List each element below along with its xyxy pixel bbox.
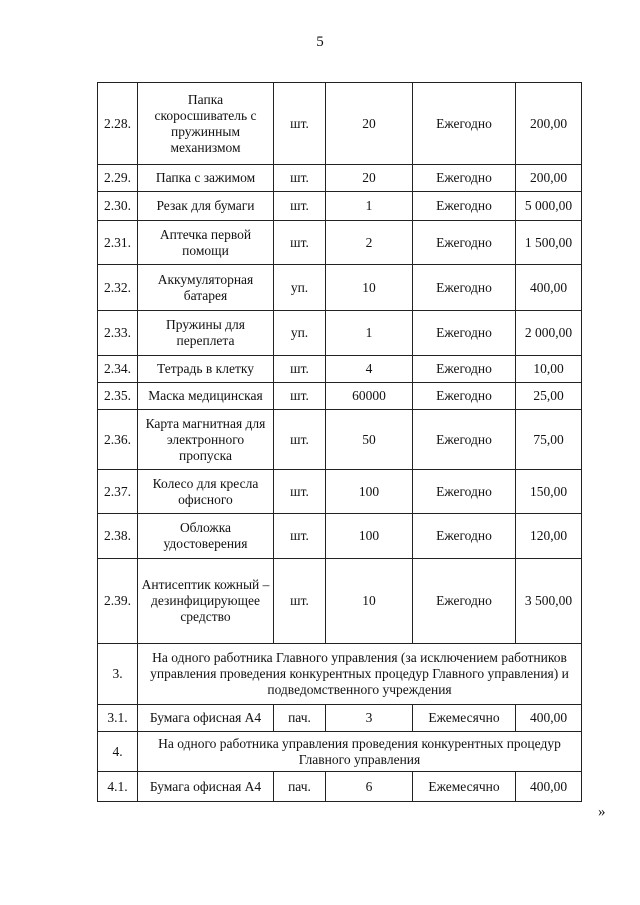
table-row <box>98 192 582 221</box>
table-row <box>98 470 582 514</box>
item-quantity: 100 <box>326 514 413 559</box>
item-unit: шт. <box>274 356 326 383</box>
section-number: 3. <box>98 644 138 705</box>
table-row <box>98 410 582 470</box>
item-period: Ежегодно <box>413 514 516 559</box>
item-period: Ежегодно <box>413 383 516 410</box>
table-row <box>98 705 582 732</box>
closing-quote: » <box>598 804 606 820</box>
table-row <box>98 221 582 265</box>
item-quantity: 2 <box>326 221 413 265</box>
section-heading: На одного работника управления проведения конкурентных процедур Главного управления <box>138 732 582 772</box>
row-number: 2.30. <box>98 192 138 221</box>
item-name: Карта магнитная для электронного пропуска <box>138 410 274 470</box>
row-number: 2.38. <box>98 514 138 559</box>
row-number: 2.32. <box>98 265 138 311</box>
row-number: 3.1. <box>98 705 138 732</box>
item-name: Обложка удостоверения <box>138 514 274 559</box>
item-quantity: 60000 <box>326 383 413 410</box>
item-quantity: 10 <box>326 265 413 311</box>
item-unit: шт. <box>274 470 326 514</box>
item-unit: уп. <box>274 265 326 311</box>
item-name: Папка скоросшиватель с пружинным механизмом <box>138 83 274 165</box>
section-row <box>98 732 582 772</box>
row-number: 2.33. <box>98 311 138 356</box>
table-row <box>98 559 582 644</box>
item-name: Маска медицинская <box>138 383 274 410</box>
page-number: 5 <box>316 34 324 50</box>
item-name: Аккумуляторная батарея <box>138 265 274 311</box>
section-number: 4. <box>98 732 138 772</box>
item-name: Папка с зажимом <box>138 165 274 192</box>
table-row <box>98 83 582 165</box>
item-period: Ежемесячно <box>413 772 516 802</box>
item-unit: шт. <box>274 192 326 221</box>
item-quantity: 1 <box>326 311 413 356</box>
item-name: Тетрадь в клетку <box>138 356 274 383</box>
item-price: 25,00 <box>516 383 582 410</box>
item-name: Бумага офисная А4 <box>138 772 274 802</box>
item-unit: уп. <box>274 311 326 356</box>
item-quantity: 1 <box>326 192 413 221</box>
supplies-table <box>97 82 582 802</box>
row-number: 2.34. <box>98 356 138 383</box>
item-period: Ежегодно <box>413 470 516 514</box>
item-unit: шт. <box>274 221 326 265</box>
item-quantity: 100 <box>326 470 413 514</box>
item-quantity: 6 <box>326 772 413 802</box>
item-name: Антисептик кожный – дезинфицирующее средство <box>138 559 274 644</box>
item-price: 1 500,00 <box>516 221 582 265</box>
row-number: 2.36. <box>98 410 138 470</box>
item-name: Бумага офисная А4 <box>138 705 274 732</box>
item-price: 75,00 <box>516 410 582 470</box>
item-unit: шт. <box>274 410 326 470</box>
row-number: 4.1. <box>98 772 138 802</box>
item-period: Ежемесячно <box>413 705 516 732</box>
item-period: Ежегодно <box>413 410 516 470</box>
item-price: 400,00 <box>516 772 582 802</box>
row-number: 2.39. <box>98 559 138 644</box>
item-price: 200,00 <box>516 165 582 192</box>
item-period: Ежегодно <box>413 221 516 265</box>
item-unit: шт. <box>274 165 326 192</box>
item-price: 120,00 <box>516 514 582 559</box>
table-row <box>98 165 582 192</box>
item-period: Ежегодно <box>413 311 516 356</box>
item-quantity: 3 <box>326 705 413 732</box>
item-price: 2 000,00 <box>516 311 582 356</box>
item-unit: шт. <box>274 559 326 644</box>
item-price: 400,00 <box>516 265 582 311</box>
item-name: Пружины для переплета <box>138 311 274 356</box>
item-unit: шт. <box>274 514 326 559</box>
row-number: 2.37. <box>98 470 138 514</box>
section-heading: На одного работника Главного управления (за исключением работников управления проведения конкурентных процедур Главного управления) и подведомственного учреждения <box>138 644 582 705</box>
item-price: 3 500,00 <box>516 559 582 644</box>
item-quantity: 50 <box>326 410 413 470</box>
item-unit: шт. <box>274 383 326 410</box>
row-number: 2.28. <box>98 83 138 165</box>
item-unit: пач. <box>274 705 326 732</box>
item-period: Ежегодно <box>413 192 516 221</box>
row-number: 2.35. <box>98 383 138 410</box>
item-name: Колесо для кресла офисного <box>138 470 274 514</box>
item-quantity: 20 <box>326 83 413 165</box>
item-period: Ежегодно <box>413 83 516 165</box>
item-period: Ежегодно <box>413 356 516 383</box>
table-row <box>98 311 582 356</box>
item-unit: шт. <box>274 83 326 165</box>
item-price: 150,00 <box>516 470 582 514</box>
table-row <box>98 514 582 559</box>
table-row <box>98 265 582 311</box>
item-price: 200,00 <box>516 83 582 165</box>
row-number: 2.29. <box>98 165 138 192</box>
row-number: 2.31. <box>98 221 138 265</box>
item-period: Ежегодно <box>413 265 516 311</box>
item-price: 400,00 <box>516 705 582 732</box>
table-row <box>98 356 582 383</box>
item-unit: пач. <box>274 772 326 802</box>
section-row <box>98 644 582 705</box>
table-row <box>98 383 582 410</box>
table-row <box>98 772 582 802</box>
item-period: Ежегодно <box>413 165 516 192</box>
item-quantity: 10 <box>326 559 413 644</box>
item-period: Ежегодно <box>413 559 516 644</box>
item-name: Аптечка первой помощи <box>138 221 274 265</box>
item-quantity: 4 <box>326 356 413 383</box>
item-name: Резак для бумаги <box>138 192 274 221</box>
item-price: 5 000,00 <box>516 192 582 221</box>
item-quantity: 20 <box>326 165 413 192</box>
item-price: 10,00 <box>516 356 582 383</box>
